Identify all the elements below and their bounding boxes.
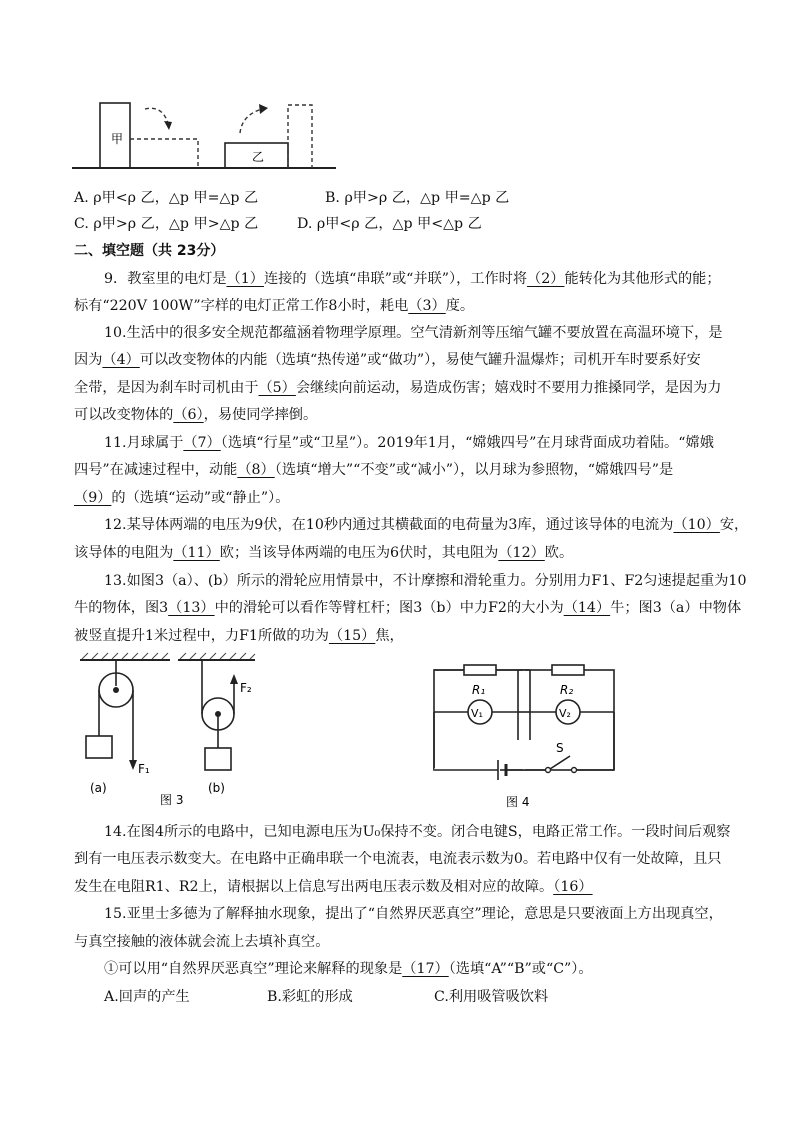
- r1-label: R₁: [472, 683, 486, 697]
- q15-option-b: B.彩虹的形成: [267, 989, 353, 1005]
- section-heading: 二、填空题（共 23分）: [74, 243, 225, 259]
- fig3-caption: 图 3: [160, 793, 184, 807]
- q9-line2: 标有“220V 100W”字样的电灯正常工作8小时，耗电（3）度。: [74, 298, 475, 314]
- rotate-arrow-2: [240, 109, 262, 133]
- block-yi-dashed: [288, 105, 312, 168]
- q15-line3: ①可以用“自然界厌恶真空”理论来解释的现象是（17）（选填“A”“B”或“C”）。: [104, 961, 593, 977]
- block-yi-label: 乙: [252, 150, 265, 164]
- v1-label: V₁: [471, 707, 483, 720]
- blank-6: （6）: [173, 407, 204, 423]
- blank-2: （2）: [527, 271, 565, 287]
- option-c: C. ρ甲>ρ 乙，△p 甲>△p 乙: [74, 216, 259, 232]
- q8-figure: [70, 95, 340, 175]
- q10-line1: 10.生活中的很多安全规范都蕴涵着物理学原理。空气清新剂等压缩气罐不要放置在高温环境下，是: [104, 325, 723, 341]
- blank-13: （13）: [168, 600, 215, 616]
- q14-line2: 到有一电压表示数变大。在电路中正确串联一个电流表，电流表示数为0。若电路中仅有一处故障，且只: [74, 851, 722, 867]
- weight-a: [86, 736, 112, 758]
- rotate-arrow-1: [145, 108, 168, 123]
- blank-5: （5）: [258, 380, 296, 396]
- blank-3: （3）: [408, 298, 446, 314]
- q11-line3: （9）的（选填“运动”或“静止”）。: [74, 490, 290, 506]
- option-d: D. ρ甲<ρ 乙，△p 甲<△p 乙: [297, 216, 482, 232]
- switch-label: S: [556, 741, 564, 755]
- v2-label: V₂: [559, 707, 571, 720]
- resistor-r2: [552, 665, 584, 675]
- blank-9: （9）: [74, 490, 112, 506]
- fig3a-label: (a): [90, 781, 107, 795]
- q15-line1: 15.亚里士多德为了解释抽水现象，提出了“自然界厌恶真空”理论，意思是只要液面上方出现真空，: [104, 906, 723, 922]
- blank-4: （4）: [102, 352, 140, 368]
- q14-line3: 发生在电阻R1、R2上，请根据以上信息写出两电压表示数及相对应的故障。（16）: [74, 879, 593, 895]
- q15-line2: 与真空接触的液体就会流上去填补真空。: [74, 934, 330, 950]
- arrow-head-1: [164, 121, 172, 130]
- blank-8: （8）: [237, 462, 275, 478]
- ceiling-hatch-b: [180, 653, 255, 659]
- resistor-r1: [464, 665, 496, 675]
- switch-s: [550, 756, 570, 769]
- blank-7: （7）: [183, 435, 221, 451]
- q15-option-c: C.利用吸管吸饮料: [434, 989, 549, 1005]
- f1-arrow: [129, 760, 137, 770]
- q12-line1: 12.某导体两端的电压为9伏，在10秒内通过其横截面的电荷量为3库，通过该导体的电流为（10）安，: [104, 517, 749, 533]
- option-a: A. ρ甲<ρ 乙，△p 甲=△p 乙: [74, 190, 259, 206]
- blank-10: （10）: [673, 517, 720, 533]
- figure-3: [70, 652, 270, 812]
- f2-arrow: [230, 674, 238, 684]
- weight-b: [205, 748, 231, 770]
- q11-line2: 四号”在减速过程中，动能（8）（选填“增大”“不变”或“减小”），以月球为参照物，“嫦娥四号”是: [74, 462, 674, 478]
- q10-line3: 全带，是因为刹车时司机由于（5）会继续向前运动，易造成伤害；嬉戏时不要用力推搡同学，是因为力: [74, 380, 722, 396]
- f1-label: F₁: [138, 762, 150, 776]
- blank-11: （11）: [173, 545, 220, 561]
- blank-1: （1）: [226, 271, 264, 287]
- block-jia-dashed: [130, 139, 198, 168]
- q11-line1: 11.月球属于（7）（选填“行星”或“卫星”）。2019年1月，“嫦娥四号”在月球背面成功着陆。“嫦娥: [104, 435, 714, 451]
- pulley-axle-a: [113, 687, 119, 693]
- arrow-head-2: [259, 104, 268, 114]
- q10-line4: 可以改变物体的（6），易使同学摔倒。: [74, 407, 318, 423]
- blank-12: （12）: [498, 545, 545, 561]
- q10-line2: 因为（4）可以改变物体的内能（选填“热传递”或“做功”），易使气罐升温爆炸；司机开车时要系好安: [74, 352, 701, 368]
- r2-label: R₂: [560, 683, 574, 697]
- fig3b-label: (b): [208, 781, 225, 795]
- fig4-caption: 图 4: [506, 795, 530, 809]
- q14-line1: 14.在图4所示的电路中，已知电源电压为U₀保持不变。闭合电键S，电路正常工作。一段时间后观察: [104, 824, 731, 840]
- block-jia-label: 甲: [111, 132, 124, 146]
- blank-16: （16）: [553, 879, 593, 895]
- q15-option-a: A.回声的产生: [104, 989, 190, 1005]
- f2-label: F₂: [240, 681, 252, 695]
- q12-line2: 该导体的电阻为（11）欧；当该导体两端的电压为6伏时，其电阻为（12）欧。: [74, 545, 574, 561]
- blank-17: （17）: [402, 961, 449, 977]
- option-b: B. ρ甲>ρ 乙，△p 甲=△p 乙: [325, 190, 510, 206]
- q13-line2: 牛的物体，图3（13）中的滑轮可以看作等臂杠杆；图3（b）中力F2的大小为（14）牛；图3（a）中物体: [74, 600, 742, 616]
- blank-14: （14）: [563, 600, 611, 616]
- blank-15: （15）: [328, 628, 376, 644]
- q13-line1: 13.如图3（a）、(b）所示的滑轮应用情景中，不计摩擦和滑轮重力。分别用力F1、F2匀速提起重为10: [104, 573, 747, 589]
- q13-line3: 被竖直提升1米过程中，力F1所做的功为（15）焦，: [74, 628, 404, 644]
- q9-line1: 9．教室里的电灯是（1）连接的（选填“串联”或“并联”），工作时将（2）能转化为其他形式的能；: [104, 271, 721, 287]
- figure-4: [428, 660, 628, 810]
- ceiling-hatch-a: [82, 653, 168, 659]
